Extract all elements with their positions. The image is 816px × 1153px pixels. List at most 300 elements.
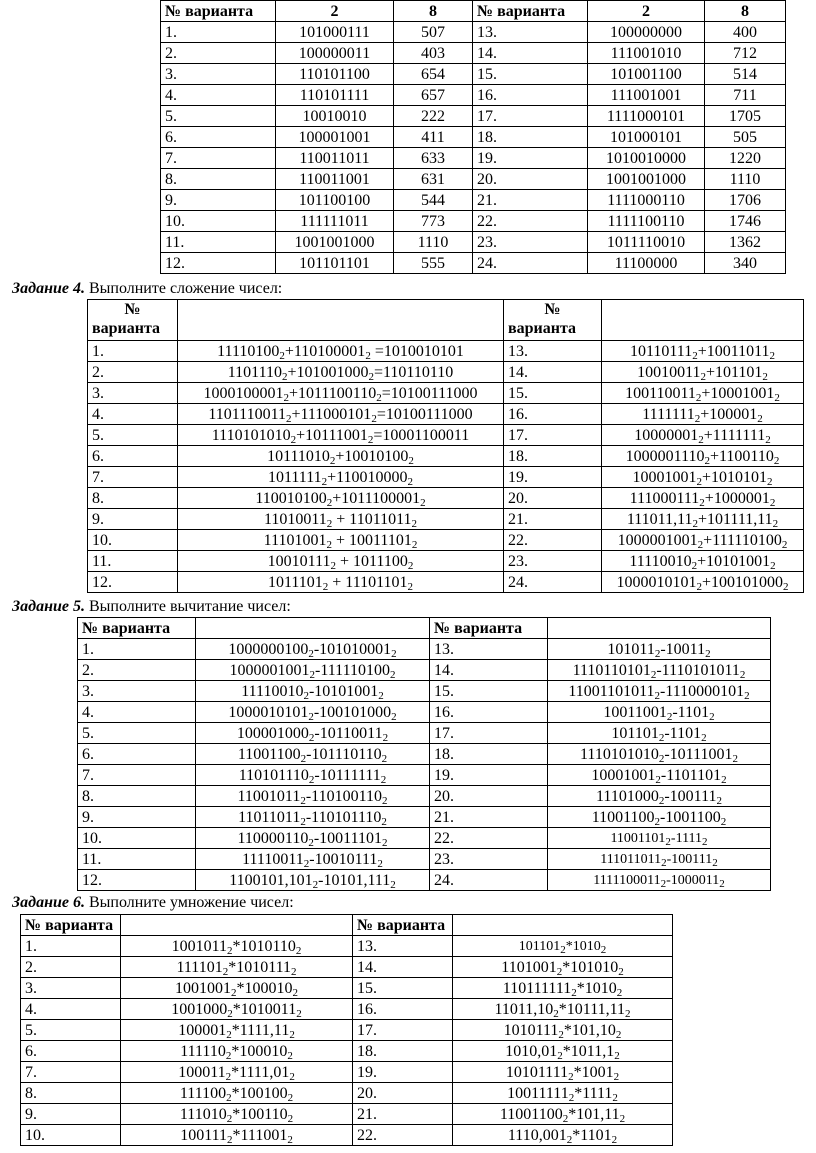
conversion-cell: 403 xyxy=(394,43,473,64)
addition-cell: 24. xyxy=(504,572,602,593)
conversion-cell: 10010010 xyxy=(276,106,394,127)
addition-header-variant-right xyxy=(504,300,602,341)
addition-cell: 13. xyxy=(504,341,602,362)
conversion-row xyxy=(161,232,786,253)
task4-title: Задание 4. xyxy=(12,280,85,297)
task5-instruction: Выполните вычитание чисел: xyxy=(84,598,291,615)
addition-cell: $1000100001_2+1011100110_2=10100111000$ xyxy=(178,383,504,404)
conversion-cell: 20. xyxy=(473,169,588,190)
addition-cell: $1000010101_2+100101000_2$ xyxy=(602,572,804,593)
subtraction-row xyxy=(78,849,771,870)
multiplication-header-cell: № варианта xyxy=(21,915,121,936)
conversion-cell: 24. xyxy=(473,253,588,274)
multiplication-cell: 16. xyxy=(353,999,453,1020)
conversion-cell: 111111011 xyxy=(276,211,394,232)
conversion-cell: 1111000101 xyxy=(588,106,705,127)
conversion-cell: 23. xyxy=(473,232,588,253)
subtraction-header-cell xyxy=(196,618,430,639)
conversion-cell: 544 xyxy=(394,190,473,211)
addition-cell: 18. xyxy=(504,446,602,467)
multiplication-cell: 4. xyxy=(21,999,121,1020)
subtraction-cell: 5. xyxy=(78,723,196,744)
subtraction-cell: $11110011_2-10010111_2$ xyxy=(196,849,430,870)
conversion-header-cell: 8 xyxy=(394,1,473,22)
addition-header-variant-left xyxy=(88,300,178,341)
task4-instruction: Выполните сложение чисел: xyxy=(84,280,283,297)
addition-cell: 3. xyxy=(88,383,178,404)
addition-cell: $10111010_2+10010100_2$ xyxy=(178,446,504,467)
subtraction-cell: 17. xyxy=(430,723,548,744)
multiplication-cell: $1010111_2*101,10_2$ xyxy=(453,1020,673,1041)
task5-title: Задание 5. xyxy=(12,598,85,615)
multiplication-cell: 10. xyxy=(21,1125,121,1146)
subtraction-table-header xyxy=(78,618,771,639)
subtraction-cell: 8. xyxy=(78,786,196,807)
addition-cell: $1011101_2 + 11101101_2$ xyxy=(178,572,504,593)
subtraction-cell: $1000010101_2-100101000_2$ xyxy=(196,702,430,723)
header-no-sign: № xyxy=(124,301,141,318)
subtraction-cell: 3. xyxy=(78,681,196,702)
conversion-cell: 111001001 xyxy=(588,85,705,106)
addition-row xyxy=(88,572,804,593)
conversion-cell: 712 xyxy=(705,43,786,64)
conversion-cell: 1362 xyxy=(705,232,786,253)
addition-table xyxy=(87,299,804,593)
conversion-cell: 100001001 xyxy=(276,127,394,148)
subtraction-cell: $1110101010_2-10111001_2$ xyxy=(548,744,771,765)
multiplication-table-header xyxy=(21,915,673,936)
conversion-cell: 100000000 xyxy=(588,22,705,43)
subtraction-cell: 22. xyxy=(430,828,548,849)
multiplication-cell: 17. xyxy=(353,1020,453,1041)
conversion-cell: 711 xyxy=(705,85,786,106)
conversion-table xyxy=(160,0,786,274)
multiplication-row xyxy=(21,1104,673,1125)
conversion-cell: 400 xyxy=(705,22,786,43)
subtraction-cell: $101101_2-1101_2$ xyxy=(548,723,771,744)
addition-cell: $1011111_2+110010000_2$ xyxy=(178,467,504,488)
addition-cell: $1101110011_2+111000101_2=10100111000$ xyxy=(178,404,504,425)
subtraction-cell: 1. xyxy=(78,639,196,660)
multiplication-row xyxy=(21,999,673,1020)
subtraction-row xyxy=(78,765,771,786)
conversion-cell: 21. xyxy=(473,190,588,211)
multiplication-row xyxy=(21,1020,673,1041)
addition-cell: $1101110_2+101001000_2=110110110$ xyxy=(178,362,504,383)
conversion-cell: 15. xyxy=(473,64,588,85)
conversion-cell: 4. xyxy=(161,85,276,106)
multiplication-cell: $1001001_2*100010_2$ xyxy=(121,978,353,999)
addition-cell: 14. xyxy=(504,362,602,383)
addition-cell: $1111111_2+100001_2$ xyxy=(602,404,804,425)
multiplication-cell: 13. xyxy=(353,936,453,957)
subtraction-cell: 21. xyxy=(430,807,548,828)
addition-table-body xyxy=(88,341,804,593)
multiplication-cell: 7. xyxy=(21,1062,121,1083)
conversion-cell: 3. xyxy=(161,64,276,85)
conversion-cell: 6. xyxy=(161,127,276,148)
addition-cell: 15. xyxy=(504,383,602,404)
multiplication-cell: 3. xyxy=(21,978,121,999)
conversion-header-cell: 2 xyxy=(588,1,705,22)
subtraction-cell: 24. xyxy=(430,870,548,891)
subtraction-cell: 2. xyxy=(78,660,196,681)
conversion-cell: 18. xyxy=(473,127,588,148)
subtraction-header-cell: № варианта xyxy=(430,618,548,639)
subtraction-header-cell xyxy=(548,618,771,639)
conversion-cell: 340 xyxy=(705,253,786,274)
multiplication-row xyxy=(21,1062,673,1083)
conversion-row xyxy=(161,85,786,106)
subtraction-row xyxy=(78,744,771,765)
addition-cell: 23. xyxy=(504,551,602,572)
subtraction-row xyxy=(78,639,771,660)
conversion-cell: 17. xyxy=(473,106,588,127)
subtraction-cell: $110000110_2-10011101_2$ xyxy=(196,828,430,849)
addition-row xyxy=(88,383,804,404)
addition-row xyxy=(88,446,804,467)
addition-cell: $10010011_2+101101_2$ xyxy=(602,362,804,383)
addition-row xyxy=(88,551,804,572)
conversion-cell: 1010010000 xyxy=(588,148,705,169)
multiplication-row xyxy=(21,936,673,957)
subtraction-cell: $1000000100_2-101010001_2$ xyxy=(196,639,430,660)
multiplication-cell: 19. xyxy=(353,1062,453,1083)
multiplication-header-cell xyxy=(453,915,673,936)
subtraction-row xyxy=(78,807,771,828)
subtraction-cell: $11001101011_2-1110000101_2$ xyxy=(548,681,771,702)
subtraction-cell: $1000001001_2-111110100_2$ xyxy=(196,660,430,681)
multiplication-cell: 15. xyxy=(353,978,453,999)
conversion-cell: 110101100 xyxy=(276,64,394,85)
multiplication-cell: $111010_2*100110_2$ xyxy=(121,1104,353,1125)
subtraction-cell: $111011011_2-100111_2$ xyxy=(548,849,771,870)
subtraction-cell: 13. xyxy=(430,639,548,660)
conversion-cell: 9. xyxy=(161,190,276,211)
multiplication-cell: $110111111_2*1010_2$ xyxy=(453,978,673,999)
conversion-cell: 101001100 xyxy=(588,64,705,85)
addition-cell: 17. xyxy=(504,425,602,446)
addition-cell: 22. xyxy=(504,530,602,551)
subtraction-cell: 14. xyxy=(430,660,548,681)
conversion-cell: 1706 xyxy=(705,190,786,211)
multiplication-cell: $10101111_2*1001_2$ xyxy=(453,1062,673,1083)
subtraction-row xyxy=(78,870,771,891)
multiplication-cell: $1110,001_2*1101_2$ xyxy=(453,1125,673,1146)
task5-heading xyxy=(12,597,291,617)
conversion-cell: 507 xyxy=(394,22,473,43)
subtraction-row xyxy=(78,660,771,681)
multiplication-cell: $111110_2*100010_2$ xyxy=(121,1041,353,1062)
addition-cell: 21. xyxy=(504,509,602,530)
multiplication-row xyxy=(21,957,673,978)
conversion-cell: 1705 xyxy=(705,106,786,127)
multiplication-cell: $1001000_2*1010011_2$ xyxy=(121,999,353,1020)
multiplication-cell: 20. xyxy=(353,1083,453,1104)
task6-title: Задание 6. xyxy=(12,894,85,911)
conversion-cell: 1111000110 xyxy=(588,190,705,211)
subtraction-cell: 23. xyxy=(430,849,548,870)
addition-row xyxy=(88,467,804,488)
conversion-cell: 13. xyxy=(473,22,588,43)
multiplication-cell: $1101001_2*101010_2$ xyxy=(453,957,673,978)
multiplication-table xyxy=(20,914,673,1146)
conversion-table-body xyxy=(161,22,786,274)
subtraction-cell: $101011_2-10011_2$ xyxy=(548,639,771,660)
subtraction-row xyxy=(78,828,771,849)
multiplication-cell: 14. xyxy=(353,957,453,978)
conversion-cell: 1110 xyxy=(394,232,473,253)
addition-cell: 10. xyxy=(88,530,178,551)
conversion-cell: 110101111 xyxy=(276,85,394,106)
addition-cell: 20. xyxy=(504,488,602,509)
header-variant-word: варианта xyxy=(92,320,161,337)
subtraction-header-cell: № варианта xyxy=(78,618,196,639)
multiplication-row xyxy=(21,1041,673,1062)
multiplication-cell: 9. xyxy=(21,1104,121,1125)
addition-cell: 9. xyxy=(88,509,178,530)
conversion-header-cell: № варианта xyxy=(161,1,276,22)
subtraction-cell: $11001100_2-1001100_2$ xyxy=(548,807,771,828)
conversion-cell: 101101101 xyxy=(276,253,394,274)
conversion-header-cell: 2 xyxy=(276,1,394,22)
conversion-cell: 110011011 xyxy=(276,148,394,169)
addition-cell: 16. xyxy=(504,404,602,425)
subtraction-cell: 15. xyxy=(430,681,548,702)
conversion-cell: 11. xyxy=(161,232,276,253)
subtraction-cell: $100001000_2-10110011_2$ xyxy=(196,723,430,744)
subtraction-cell: $11110010_2-10101001_2$ xyxy=(196,681,430,702)
conversion-cell: 633 xyxy=(394,148,473,169)
subtraction-table xyxy=(77,617,771,891)
conversion-row xyxy=(161,106,786,127)
multiplication-table-body xyxy=(21,936,673,1146)
conversion-cell: 5. xyxy=(161,106,276,127)
conversion-cell: 1220 xyxy=(705,148,786,169)
multiplication-cell: 22. xyxy=(353,1125,453,1146)
conversion-header-cell: 8 xyxy=(705,1,786,22)
subtraction-header-row xyxy=(78,618,771,639)
conversion-row xyxy=(161,169,786,190)
subtraction-table-body xyxy=(78,639,771,891)
multiplication-cell: $111100_2*100100_2$ xyxy=(121,1083,353,1104)
subtraction-cell: 6. xyxy=(78,744,196,765)
subtraction-cell: 19. xyxy=(430,765,548,786)
subtraction-cell: 10. xyxy=(78,828,196,849)
addition-cell: 1. xyxy=(88,341,178,362)
conversion-row xyxy=(161,43,786,64)
multiplication-cell: $100011_2*1111,01_2$ xyxy=(121,1062,353,1083)
conversion-row xyxy=(161,148,786,169)
multiplication-cell: $111101_2*1010111_2$ xyxy=(121,957,353,978)
subtraction-cell: 11. xyxy=(78,849,196,870)
conversion-header-cell: № варианта xyxy=(473,1,588,22)
conversion-row xyxy=(161,64,786,85)
multiplication-header-cell xyxy=(121,915,353,936)
conversion-cell: 7. xyxy=(161,148,276,169)
header-no-sign: № xyxy=(544,301,561,318)
multiplication-cell: $101101_2*1010_2$ xyxy=(453,936,673,957)
subtraction-row xyxy=(78,786,771,807)
multiplication-row xyxy=(21,978,673,999)
addition-row xyxy=(88,488,804,509)
addition-cell: $10010111_2 + 1011100_2$ xyxy=(178,551,504,572)
conversion-cell: 16. xyxy=(473,85,588,106)
addition-cell: $111000111_2+1000001_2$ xyxy=(602,488,804,509)
subtraction-cell: $10011001_2-1101_2$ xyxy=(548,702,771,723)
subtraction-cell: $11101000_2-100111_2$ xyxy=(548,786,771,807)
addition-cell: $1110101010_2+10111001_2=10001100011$ xyxy=(178,425,504,446)
conversion-cell: 411 xyxy=(394,127,473,148)
addition-cell: 7. xyxy=(88,467,178,488)
multiplication-cell: 2. xyxy=(21,957,121,978)
conversion-cell: 505 xyxy=(705,127,786,148)
addition-row xyxy=(88,530,804,551)
addition-cell: $10001001_2+1010101_2$ xyxy=(602,467,804,488)
addition-row xyxy=(88,404,804,425)
conversion-cell: 1746 xyxy=(705,211,786,232)
multiplication-cell: $100111_2*111001_2$ xyxy=(121,1125,353,1146)
multiplication-cell: $10011111_2*1111_2$ xyxy=(453,1083,673,1104)
conversion-cell: 1001001000 xyxy=(276,232,394,253)
subtraction-row xyxy=(78,681,771,702)
conversion-cell: 100000011 xyxy=(276,43,394,64)
subtraction-cell: 9. xyxy=(78,807,196,828)
conversion-header-row xyxy=(161,1,786,22)
addition-header-blank-right xyxy=(602,300,804,341)
addition-cell: $1000001001_2+111110100_2$ xyxy=(602,530,804,551)
addition-cell: $10110111_2+10011011_2$ xyxy=(602,341,804,362)
addition-row xyxy=(88,425,804,446)
subtraction-cell: $11001011_2-110100110_2$ xyxy=(196,786,430,807)
subtraction-row xyxy=(78,723,771,744)
subtraction-cell: $1111100011_2-1000011_2$ xyxy=(548,870,771,891)
task6-heading xyxy=(12,893,294,913)
conversion-cell: 101100100 xyxy=(276,190,394,211)
multiplication-cell: $11001100_2*101,11_2$ xyxy=(453,1104,673,1125)
conversion-row xyxy=(161,127,786,148)
addition-cell: $10000001_2+1111111_2$ xyxy=(602,425,804,446)
conversion-cell: 657 xyxy=(394,85,473,106)
conversion-cell: 8. xyxy=(161,169,276,190)
addition-cell: 2. xyxy=(88,362,178,383)
addition-cell: $100110011_2+10001001_2$ xyxy=(602,383,804,404)
addition-cell: $11110100_2+110100001_2 =1010010101$ xyxy=(178,341,504,362)
multiplication-cell: $11011,10_2*10111,11_2$ xyxy=(453,999,673,1020)
addition-cell: 11. xyxy=(88,551,178,572)
multiplication-cell: 21. xyxy=(353,1104,453,1125)
conversion-cell: 101000101 xyxy=(588,127,705,148)
addition-cell: 4. xyxy=(88,404,178,425)
multiplication-header-row xyxy=(21,915,673,936)
subtraction-cell: 18. xyxy=(430,744,548,765)
multiplication-cell: 5. xyxy=(21,1020,121,1041)
conversion-row xyxy=(161,190,786,211)
addition-cell: 6. xyxy=(88,446,178,467)
conversion-cell: 101000111 xyxy=(276,22,394,43)
multiplication-cell: $1001011_2*1010110_2$ xyxy=(121,936,353,957)
multiplication-cell: 8. xyxy=(21,1083,121,1104)
subtraction-row xyxy=(78,702,771,723)
multiplication-cell: $1010,01_2*1011,1_2$ xyxy=(453,1041,673,1062)
subtraction-cell: $1100101,101_2-10101,111_2$ xyxy=(196,870,430,891)
conversion-cell: 2. xyxy=(161,43,276,64)
conversion-cell: 11100000 xyxy=(588,253,705,274)
multiplication-cell: 6. xyxy=(21,1041,121,1062)
conversion-cell: 1. xyxy=(161,22,276,43)
conversion-cell: 12. xyxy=(161,253,276,274)
addition-row xyxy=(88,509,804,530)
addition-cell: $11010011_2 + 11011011_2$ xyxy=(178,509,504,530)
conversion-cell: 631 xyxy=(394,169,473,190)
conversion-cell: 222 xyxy=(394,106,473,127)
conversion-table-header xyxy=(161,1,786,22)
multiplication-cell: 18. xyxy=(353,1041,453,1062)
addition-cell: 19. xyxy=(504,467,602,488)
subtraction-cell: 16. xyxy=(430,702,548,723)
subtraction-cell: $10001001_2-1101101_2$ xyxy=(548,765,771,786)
subtraction-cell: $11001100_2-101110110_2$ xyxy=(196,744,430,765)
multiplication-row xyxy=(21,1125,673,1146)
conversion-cell: 514 xyxy=(705,64,786,85)
header-variant-word: варианта xyxy=(508,320,577,337)
addition-header-blank-left xyxy=(178,300,504,341)
conversion-cell: 14. xyxy=(473,43,588,64)
addition-row xyxy=(88,362,804,383)
conversion-cell: 773 xyxy=(394,211,473,232)
conversion-cell: 1111100110 xyxy=(588,211,705,232)
conversion-cell: 555 xyxy=(394,253,473,274)
addition-cell: $11110010_2+10101001_2$ xyxy=(602,551,804,572)
addition-cell: $110010100_2+1011100001_2$ xyxy=(178,488,504,509)
multiplication-cell: $100001_2*1111,11_2$ xyxy=(121,1020,353,1041)
conversion-row xyxy=(161,211,786,232)
conversion-cell: 111001010 xyxy=(588,43,705,64)
subtraction-cell: $11001101_2-1111_2$ xyxy=(548,828,771,849)
task4-heading xyxy=(12,279,282,299)
conversion-cell: 1011110010 xyxy=(588,232,705,253)
multiplication-cell: 1. xyxy=(21,936,121,957)
addition-table-header xyxy=(88,300,804,341)
subtraction-cell: 12. xyxy=(78,870,196,891)
addition-row xyxy=(88,341,804,362)
addition-cell: $11101001_2 + 10011101_2$ xyxy=(178,530,504,551)
conversion-row xyxy=(161,253,786,274)
addition-cell: 12. xyxy=(88,572,178,593)
subtraction-cell: 4. xyxy=(78,702,196,723)
conversion-cell: 110011001 xyxy=(276,169,394,190)
subtraction-cell: $11011011_2-110101110_2$ xyxy=(196,807,430,828)
conversion-row xyxy=(161,22,786,43)
addition-cell: $111011,11_2+101111,11_2$ xyxy=(602,509,804,530)
conversion-cell: 1001001000 xyxy=(588,169,705,190)
subtraction-cell: $1110110101_2-1110101011_2$ xyxy=(548,660,771,681)
addition-cell: 8. xyxy=(88,488,178,509)
conversion-cell: 10. xyxy=(161,211,276,232)
multiplication-header-cell: № варианта xyxy=(353,915,453,936)
addition-cell: $1000001110_2+1100110_2$ xyxy=(602,446,804,467)
conversion-cell: 22. xyxy=(473,211,588,232)
multiplication-row xyxy=(21,1083,673,1104)
subtraction-cell: 7. xyxy=(78,765,196,786)
conversion-cell: 19. xyxy=(473,148,588,169)
subtraction-cell: $110101110_2-10111111_2$ xyxy=(196,765,430,786)
task6-instruction: Выполните умножение чисел: xyxy=(84,894,294,911)
addition-cell: 5. xyxy=(88,425,178,446)
subtraction-cell: 20. xyxy=(430,786,548,807)
conversion-cell: 1110 xyxy=(705,169,786,190)
conversion-cell: 654 xyxy=(394,64,473,85)
